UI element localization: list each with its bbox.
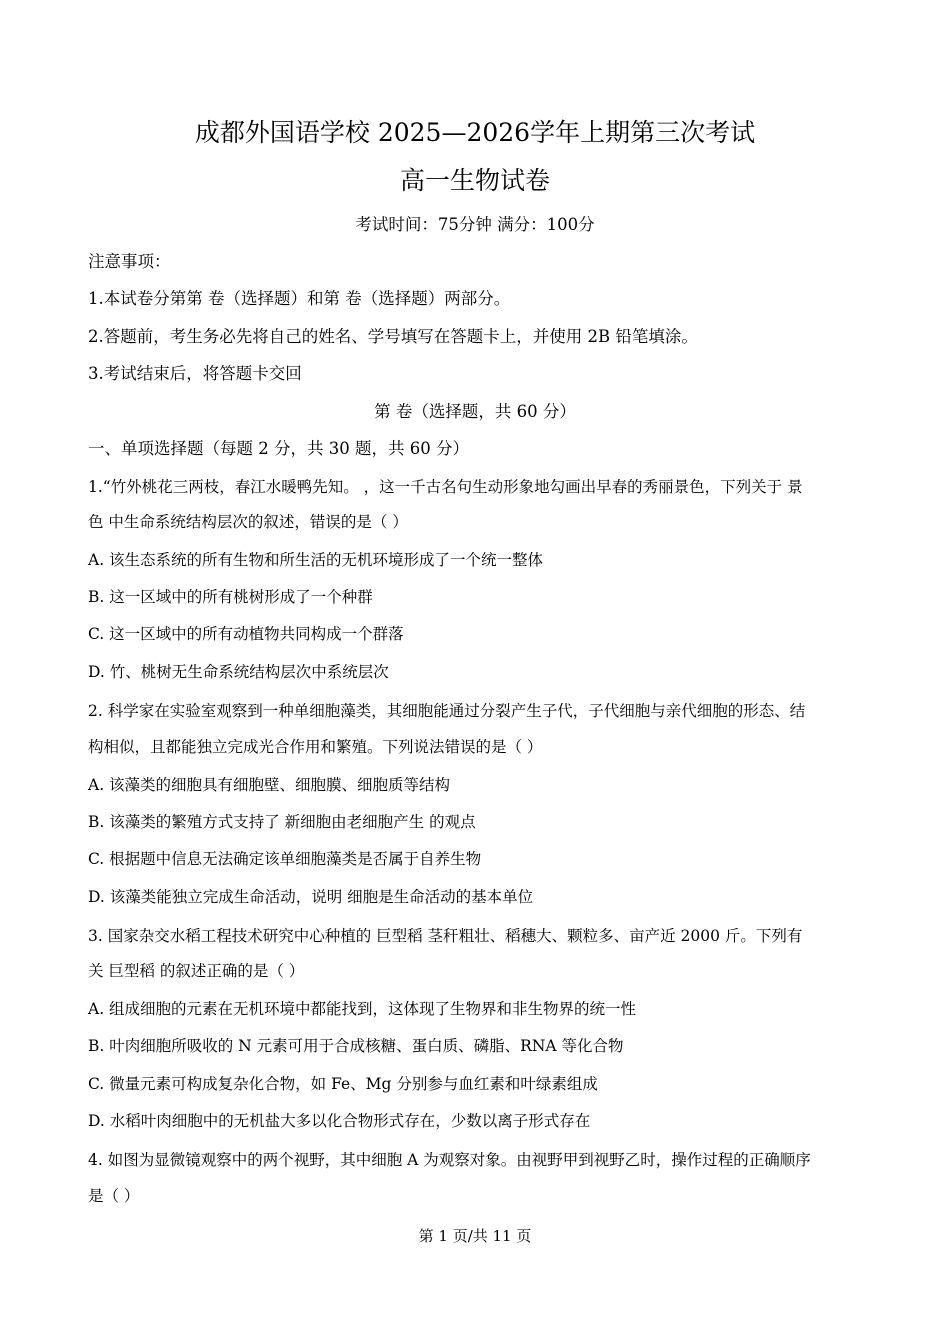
exam-title: 成都外国语学校 2025—2026学年上期第三次考试 [194, 118, 756, 147]
question-1-option-d: D. 竹、桃树无生命系统结构层次中系统层次 [88, 663, 389, 681]
page-number: 第 1 页/共 11 页 [418, 1227, 532, 1245]
part-title: 第 卷（选择题，共 60 分） [374, 402, 576, 421]
question-3-stem: 关 巨型稻 的叙述正确的是（ ） [88, 962, 305, 980]
section-title: 一、单项选择题（每题 2 分，共 30 题，共 60 分） [88, 439, 469, 458]
question-3-option-a: A. 组成细胞的元素在无机环境中都能找到，这体现了生物界和非生物界的统一性 [88, 1000, 637, 1018]
question-3-option-b: B. 叶肉细胞所吸收的 N 元素可用于合成核糖、蛋白质、磷脂、RNA 等化合物 [88, 1037, 624, 1055]
question-2-option-c: C. 根据题中信息无法确定该单细胞藻类是否属于自养生物 [88, 850, 482, 868]
question-2-option-a: A. 该藻类的细胞具有细胞壁、细胞膜、细胞质等结构 [88, 776, 451, 794]
question-2-stem: 2. 科学家在实验室观察到一种单细胞藻类，其细胞能通过分裂产生子代，子代细胞与亲代细胞的形态、结 [88, 702, 806, 720]
question-2-option-d: D. 该藻类能独立完成生命活动，说明 细胞是生命活动的基本单位 [88, 888, 534, 906]
exam-subtitle: 高一生物试卷 [399, 166, 550, 195]
question-4-stem: 4. 如图为显微镜观察中的两个视野，其中细胞 A 为观察对象。由视野甲到视野乙时，操作过程的正确顺序 [88, 1151, 811, 1169]
question-3-option-d: D. 水稻叶肉细胞中的无机盐大多以化合物形式存在，少数以离子形式存在 [88, 1112, 591, 1130]
question-1-option-c: C. 这一区域中的所有动植物共同构成一个群落 [88, 625, 404, 643]
question-1-stem: 色 中生命系统结构层次的叙述，错误的是（ ） [88, 513, 408, 531]
question-2-stem: 构相似，且都能独立完成光合作用和繁殖。下列说法错误的是（ ） [88, 738, 543, 756]
notice-heading: 注意事项： [88, 252, 171, 271]
question-2-option-b: B. 该藻类的繁殖方式支持了 新细胞由老细胞产生 的观点 [88, 813, 476, 831]
question-3-stem: 3. 国家杂交水稻工程技术研究中心种植的 巨型稻 茎秆粗壮、稻穗大、颗粒多、亩产近 2000 斤。下列有 [88, 927, 803, 945]
question-1-option-a: A. 该生态系统的所有生物和所生活的无机环境形成了一个统一整体 [88, 551, 544, 569]
question-1-stem: 1.“竹外桃花三两枝，春江水暖鸭先知。 ，这一千古名句生动形象地勾画出早春的秀丽景色，下列关于 景 [88, 478, 803, 496]
exam-info: 考试时间：75分钟 满分：100分 [355, 215, 595, 234]
question-4-stem: 是（ ） [88, 1187, 140, 1205]
notice-item: 2.答题前，考生务必先将自己的姓名、学号填写在答题卡上，并使用 2B 铅笔填涂。 [88, 327, 698, 346]
notice-item: 1.本试卷分第第 卷（选择题）和第 卷（选择题）两部分。 [88, 289, 511, 308]
notice-item: 3.考试结束后，将答题卡交回 [88, 364, 302, 383]
question-3-option-c: C. 微量元素可构成复杂化合物，如 Fe、Mg 分别参与血红素和叶绿素组成 [88, 1075, 598, 1093]
question-1-option-b: B. 这一区域中的所有桃树形成了一个种群 [88, 588, 373, 606]
